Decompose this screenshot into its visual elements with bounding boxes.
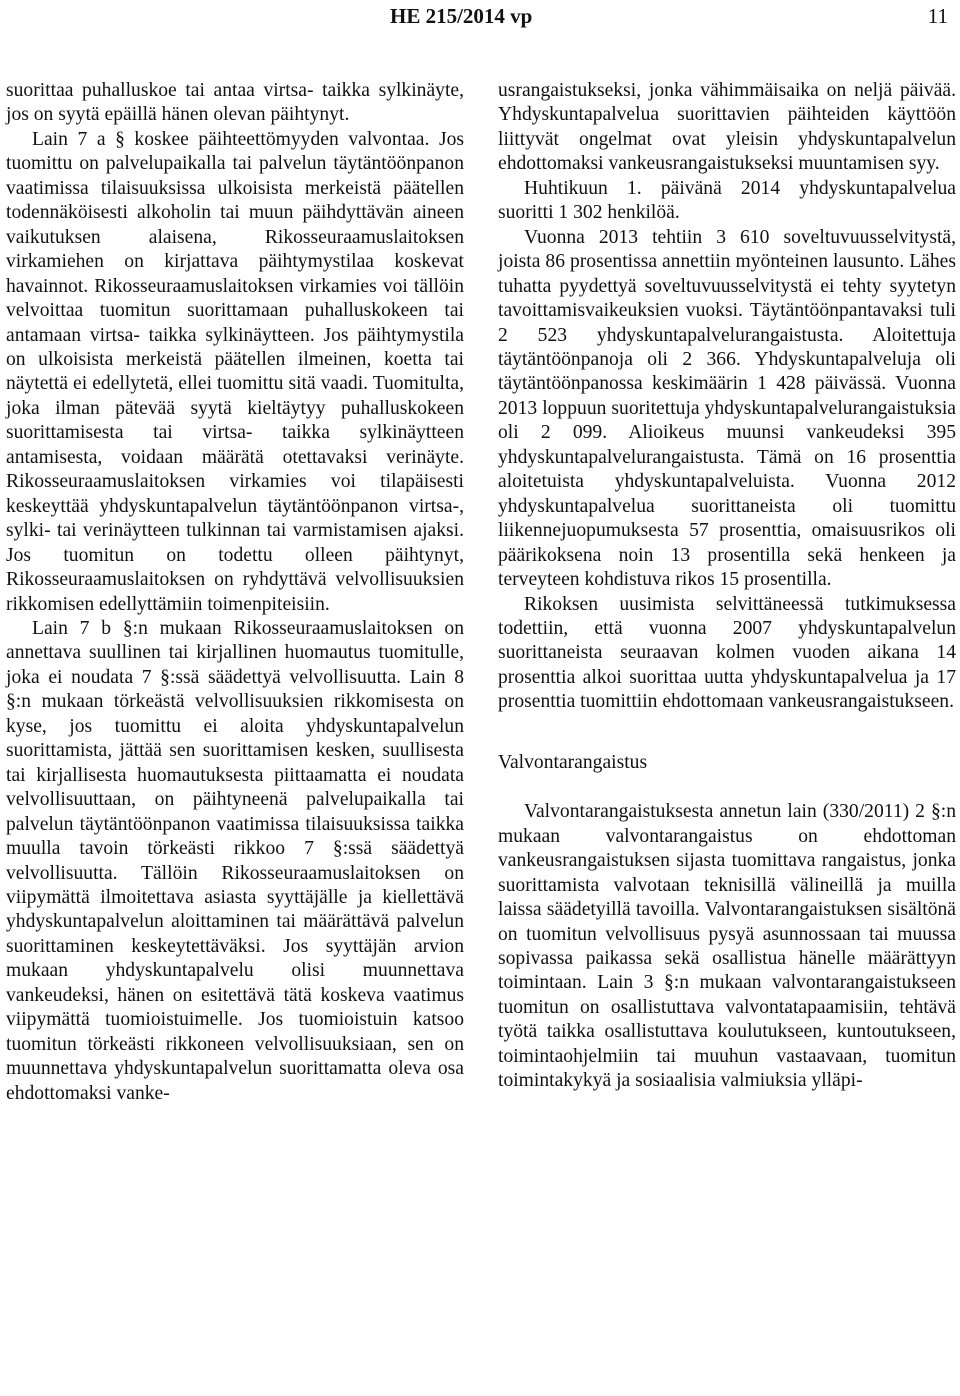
- paragraph: Valvontarangaistuksesta annetun lain (330/2011) 2 §:n mukaan valvontarangaistus on ehdottoman vankeusrangaistuksen sijasta tuomittava rangaistus, jonka suorittamista valvotaan teknisillä välineillä ja muilla laissa säädetyillä tavoilla. Valvontarangaistuksen sisältönä on tuomitun velvollisuus pysyä asunnossaan tai muussa sopivassa paikassa sekä osallistua hänelle määrättyyn toimintaan. Lain 3 §:n mukaan valvontarangaistukseen tuomitun on osallistuttava valvontatapaamisiin, tehtävä työtä taikka osallistuttava koulutukseen, kuntoutukseen, toimintaohjelmiin tai muuhun vastaavaan, tuomitun toimintakykyä ja sosiaalisia valmiuksia ylläpi-: [498, 801, 956, 1092]
- page-header: [0, 0, 960, 36]
- left-column: [6, 79, 464, 1106]
- paragraph: Vuonna 2013 tehtiin 3 610 soveltuvuusselvitystä, joista 86 prosentissa annettiin myönteinen lausunto. Lähes tuhatta pyydettyä soveltuvuusselvitystä ei tehty syytetyn tavoittamisvaikeuksien vuoksi. Täytäntöönpantavaksi tuli 2 523 yhdyskuntapalvelurangaistusta. Aloitettuja täytäntöönpanoja oli 2 366. Yhdyskuntapalveluja oli täytäntöönpanossa keskimäärin 1 428 päivässä. Vuonna 2013 loppuun suoritettuja yhdyskuntapalvelurangaistuksia oli 2 099. Alioikeus muunsi vankeudeksi 395 yhdyskuntapalvelurangaistusta. Tämä on 16 prosenttia aloitetuista yhdyskuntapalveluista. Vuonna 2012 yhdyskuntapalvelua suorittaneista oli tuomittu liikennejuopumuksesta 57 prosenttia, omaisuusrikos oli päärikoksena noin 13 prosentilla sekä henkeen ja terveyteen kohdistuva rikos 15 prosentilla.: [498, 226, 956, 591]
- paragraph: Rikoksen uusimista selvittäneessä tutkimuksessa todettiin, että vuonna 2007 yhdyskuntapalvelun suorittaneista seuraavan kolmen vuoden aikana 14 prosenttia alkoi suorittaa uutta yhdyskuntapalvelua ja 17 prosenttia tuomittiin ehdottomaan vankeusrangaistukseen.: [498, 593, 956, 713]
- document-id: HE 215/2014 vp: [390, 4, 533, 28]
- paragraph: suorittaa puhalluskoe tai antaa virtsa- taikka sylkinäyte, jos on syytä epäillä hänen olevan päihtynyt.: [6, 80, 464, 126]
- paragraph: Lain 7 a § koskee päihteettömyyden valvontaa. Jos tuomittu on palvelupaikalla tai palvelun täytäntöönpanon vaatimissa tilaisuuksissa ulkoisista merkeistä päätellen todennäköisesti alkoholin tai muun päihdyttävän aineen vaikutuksen alaisena, Rikosseuraamuslaitoksen virkamiehen on kirjattava päihtymystilaa koskevat havainnot. Rikosseuraamuslaitoksen virkamies voi tällöin velvoittaa tuomitun suorittamaan puhalluskokeen tai antamaan virtsa- taikka sylkinäytteen. Jos päihtymystila on ulkoisista merkeistä päätellen ilmeinen, koetta tai näytettä ei edellytetä, ellei tuomittu sitä vaadi. Tuomitulta, joka ilman pätevää syytä kieltäytyy puhalluskokeen suorittamisesta tai virtsa- taikka sylkinäytteen antamisesta, voidaan määrätä otettavaksi verinäyte. Rikosseuraamuslaitoksen virkamies voi tilapäisesti keskeyttää yhdyskuntapalvelun täytäntöönpanon virtsa-, sylki- tai verinäytteen tulkinnan tai varmistamisen ajaksi. Jos tuomitun on todettu olleen päihtynyt, Rikosseuraamuslaitoksen on ryhdyttävä velvollisuuksien rikkomisen edellyttämiin toimenpiteisiin.: [6, 128, 464, 615]
- paragraph: Huhtikuun 1. päivänä 2014 yhdyskuntapalvelua suoritti 1 302 henkilöä.: [498, 177, 956, 224]
- section-heading: Valvontarangaistus: [498, 751, 648, 773]
- page-number: 11: [927, 4, 948, 28]
- paragraph: usrangaistukseksi, jonka vähimmäisaika on neljä päivää. Yhdyskuntapalvelua suorittavien päihteiden käyttöön liittyvät ongelmat ovat yleisin yhdyskuntapalvelun ehdottomaksi vankeusrangaistukseksi muuntamisen syy.: [498, 80, 956, 175]
- paragraph: Lain 7 b §:n mukaan Rikosseuraamuslaitoksen on annettava suullinen tai kirjallinen huomautus tuomitulle, joka ei noudata 7 §:ssä säädettyä velvollisuutta. Lain 8 §:n mukaan törkeästä velvollisuuksien rikkomisesta on kyse, jos tuomittu ei aloita yhdyskuntapalvelun suorittamista, jättää sen suorittamisen kesken, suullisesta tai kirjallisesta huomautuksesta piittaamatta ei noudata velvollisuuttaan, on päihtyneenä palvelupaikalla tai palvelun täytäntöönpanon vaatimissa tilaisuuksissa taikka muulla tavoin törkeästi rikkoo 7 §:ssä säädettyä velvollisuutta. Tällöin Rikosseuraamuslaitoksen on viipymättä ilmoitettava asiasta syyttäjälle ja kiellettävä yhdyskuntapalvelun aloittaminen tai määrättävä palvelun suorittaminen keskeytettäväksi. Jos syyttäjän arvion mukaan yhdyskuntapalvelu olisi muunnettava vankeudeksi, hänen on esitettävä tätä koskeva vaatimus viipymättä tuomioistuimelle. Jos tuomioistuin katsoo tuomitun törkeästi rikkoneen velvollisuuksiaan, sen on muunnettava yhdyskuntapalvelun suorittamatta oleva osa ehdottomaksi vanke-: [6, 617, 464, 1104]
- right-column: [498, 79, 956, 1094]
